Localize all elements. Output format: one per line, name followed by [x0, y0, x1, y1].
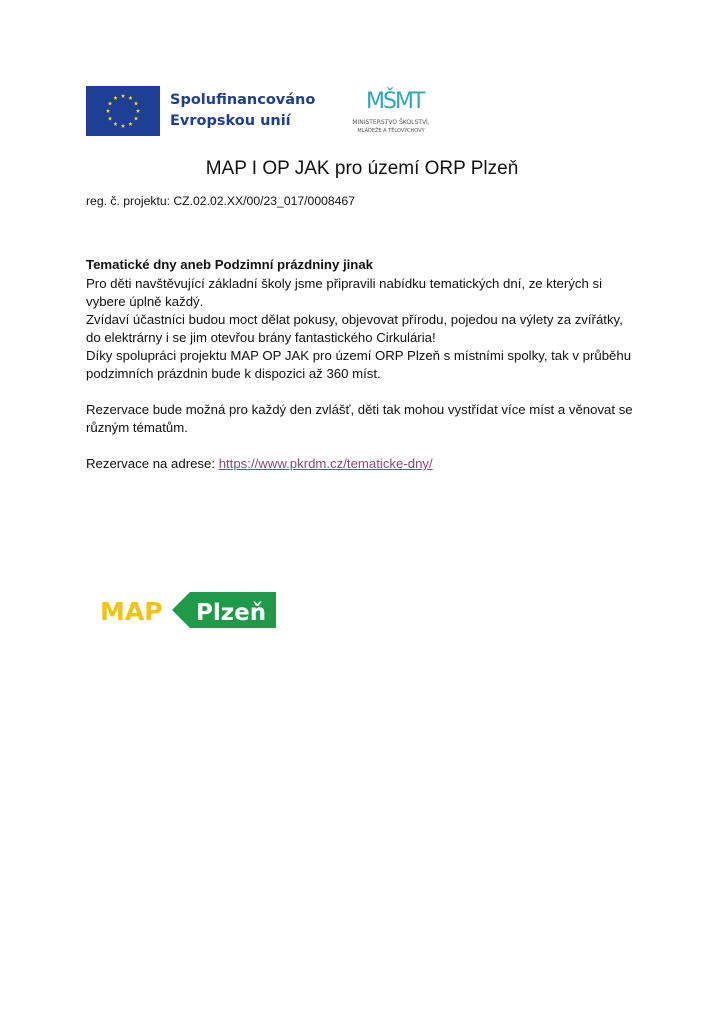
reservation-link[interactable]: https://www.pkrdm.cz/tematicke-dny/ [218, 456, 433, 471]
reservation-label: Rezervace na adrese: [86, 456, 219, 471]
eu-star-icon [108, 101, 112, 105]
body-text [86, 275, 656, 473]
paragraph-line: různým tématům. [86, 420, 188, 435]
eu-star-icon [113, 96, 117, 100]
eu-text-line1: Spolufinancováno [170, 92, 316, 108]
map-logo-word: MAP [100, 597, 163, 626]
eu-star-icon [136, 109, 140, 113]
page-title: MAP I OP JAK pro území ORP Plzeň [205, 158, 519, 179]
paragraph-line: podzimních prázdnin bude k dispozici až 360 míst. [86, 366, 381, 381]
section-heading: Tematické dny aneb Podzimní prázdniny jinak [86, 257, 374, 272]
msmt-logo-mark: MŠMT [366, 89, 424, 114]
paragraph-line: Rezervace bude možná pro každý den zvlášť, děti tak mohou vystřídat více míst a věnovat se [86, 402, 633, 417]
eu-star-icon [128, 96, 132, 100]
paragraph-line: do elektrárny i se jim otevřou brány fantastického Cirkulária! [86, 330, 436, 345]
eu-star-icon [113, 122, 117, 126]
project-registration: reg. č. projektu: CZ.02.02.XX/00/23_017/0008467 [86, 194, 355, 208]
reservation-line [86, 455, 656, 473]
map-plzen-logo [100, 590, 280, 630]
eu-stars [86, 86, 160, 136]
eu-cofinanced-text [170, 90, 315, 132]
paragraph-line: Díky spolupráci projektu MAP OP JAK pro území ORP Plzeň s místními spolky, tak v průběhu [86, 348, 632, 363]
eu-star-icon [128, 122, 132, 126]
eu-star-icon [108, 116, 112, 120]
msmt-logo-line2: MLÁDEŽE A TĚLOVÝCHOVY [357, 128, 425, 134]
eu-star-icon [134, 101, 138, 105]
paragraph-line: Zvídaví účastníci budou moct dělat pokusy, objevovat přírodu, pojedou na výlety za zvířátky, [86, 312, 623, 327]
paragraph-line: Pro děti navštěvující základní školy jsme připravili nabídku tematických dní, ze kterých si [86, 276, 602, 291]
paragraph-line: vybere úplně každý. [86, 294, 204, 309]
eu-star-icon [106, 109, 110, 113]
msmt-logo [336, 82, 446, 138]
eu-text-line2: Evropskou unií [170, 113, 291, 129]
eu-star-icon [134, 116, 138, 120]
eu-star-icon [121, 124, 125, 128]
eu-star-icon [121, 94, 125, 98]
msmt-logo-line1: MINISTERSTVO ŠKOLSTVÍ, [352, 119, 430, 126]
eu-flag-icon [86, 86, 160, 136]
plzen-logo-word: Plzeň [196, 600, 267, 626]
